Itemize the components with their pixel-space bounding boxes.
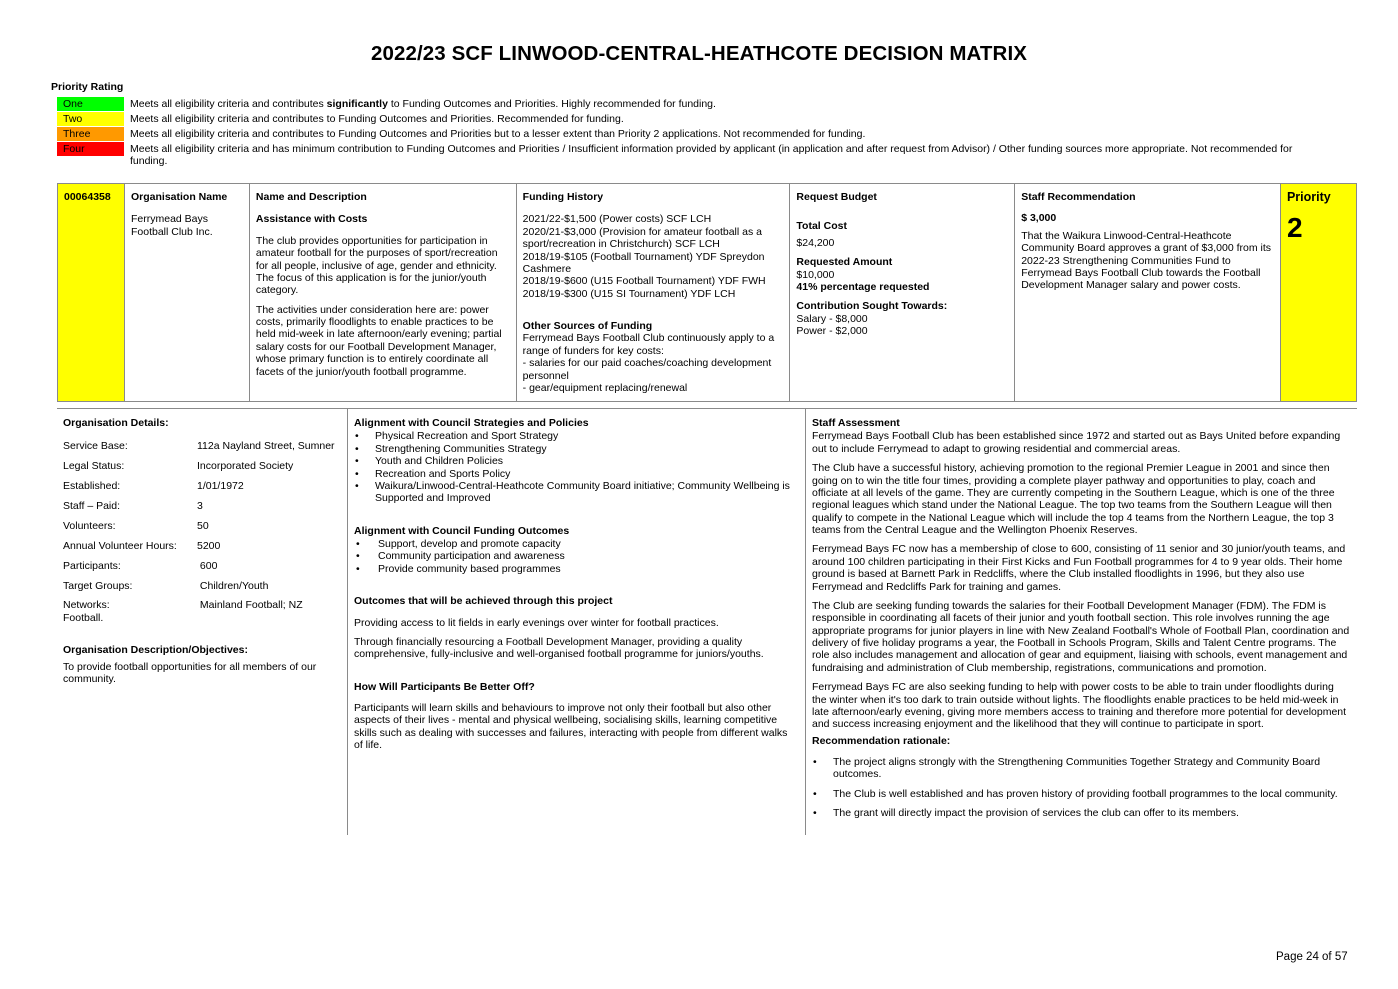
list-item: • Community participation and awareness [354, 550, 799, 562]
project-name: Assistance with Costs [255, 213, 368, 226]
detail-row-staff-paid: Staff – Paid: 3 [63, 500, 203, 512]
legend-row-two [57, 112, 1327, 126]
description-header: Name and Description [255, 191, 367, 203]
contribution-sought-item: Salary - $8,000 [796, 312, 868, 325]
organisation-details-column [57, 409, 348, 835]
funding-history-header: Funding History [522, 191, 604, 203]
strategies-list [354, 430, 799, 504]
rationale-header: Recommendation rationale: [812, 734, 951, 747]
requested-amount-value: $10,000 [796, 268, 835, 281]
organisation-cell [124, 184, 249, 402]
strategies-header: Alignment with Council Strategies and Policies [354, 417, 589, 429]
assessment-paragraph: Ferrymead Bays FC are also seeking funding to help with power costs to be able to train under floodlights during the winter when it's too dark to train outside without lights. The floodlights enable practices to be held mid-week in late afternoon/early evening, giving more members access to training and therefore more potential for development and success increasing enjoyment and the likelihood that they will continue to participate in sport. [812, 681, 1347, 731]
list-item: • Recreation and Sports Policy [354, 468, 799, 480]
request-budget-cell [790, 184, 1015, 402]
description-paragraph-1: The club provides opportunities for participation in amateur football for the purposes of sport/recreation for all people, inclusive of age, gender and ethnicity. The focus of this application is for the junior/youth category. [255, 234, 498, 297]
detail-row-service-base: Service Base: 112a Nayland Street, Sumner [63, 440, 335, 453]
application-id: 00064358 [64, 191, 111, 203]
better-off-text: Participants will learn skills and behaviours to improve not only their football but also other aspects of their lives - mental and physical wellbeing, socialising skills, learning competitive skills such as dealing with successes and failures, interacting with people from different walks of life. [354, 702, 788, 752]
networks-continued: Football. [63, 611, 104, 624]
assessment-paragraph: Ferrymead Bays FC now has a membership of close to 600, consisting of 11 senior and 30 junior/youth teams, and around 100 children participating in their First Kicks and Fun Football programmes for 4 to 9 year olds. Their home ground is based at Barnett Park in Redcliffs, where the Club installed floodlights in 1996, but they also use Ferrymead and Redcliffs Park for training and games. [812, 543, 1346, 593]
legend-text-three: Meets all eligibility criteria and contributes to Funding Outcomes and Priorities but to a lesser extent than Priority 2 applications. Not recommended for funding. [130, 128, 866, 140]
organisation-name: Ferrymead Bays Football Club Inc. [130, 213, 213, 238]
funding-history-item: 2020/21-$3,000 (Provision for amateur football as a sport/recreation in Christchurch) SCF LCH [522, 225, 762, 251]
organisation-details-header: Organisation Details: [63, 417, 169, 429]
detail-row-volunteer-hours: Annual Volunteer Hours: 5200 [63, 539, 221, 552]
staff-assessment-column [806, 409, 1357, 835]
list-item: • Support, develop and promote capacity [354, 538, 799, 550]
detail-row-legal-status: Legal Status: Incorporated Society [63, 460, 294, 473]
objectives-header: Organisation Description/Objectives: [63, 644, 248, 657]
percentage-requested: 41% percentage requested [796, 280, 930, 293]
organisation-header: Organisation Name [130, 191, 228, 203]
list-item: • Physical Recreation and Sport Strategy [354, 430, 799, 442]
priority-swatch-two: Two [57, 112, 124, 126]
assessment-paragraph: The Club have a successful history, achieving promotion to the regional Premier League in 2001 and since then going on to win the title four times, providing a complete player pathway and opportunities to play, coach and officiate at all levels of the game. They are currently competing in the Southern League, which is one of the three regional leagues which stand under the National League. The top two teams from the Southern League will then qualify to compete in the National League which will include the top 4 teams from the Northern League, the top 3 teams from the Central League and the Wellington Phoenix Reserves. [812, 462, 1335, 536]
rationale-list [812, 756, 1351, 820]
legend-row-one [57, 97, 1327, 111]
contribution-sought-item: Power - $2,000 [796, 325, 868, 337]
staff-assessment-header: Staff Assessment [812, 417, 900, 429]
details-section [57, 408, 1357, 835]
alignment-column [348, 409, 806, 835]
detail-row-participants: Participants: 600 [63, 559, 218, 572]
detail-row-established: Established: 1/01/1972 [63, 480, 244, 493]
other-sources-header: Other Sources of Funding [522, 320, 653, 332]
assessment-paragraph: The Club are seeking funding towards the salaries for their Football Development Manager (FDM). The FDM is responsible in coordinating all facets of their junior and youth football section. This role involves running the age appropriate programs for junior players in line with New Zealand Football's Whole of Football Plan, coordination and delivery of five holiday programs a year, the Football in Schools Program, Skills and Talent Centre programs. The role also includes management and allocation of gear and equipment, liaising with schools, event management and fundraising and administration of Club membership, registrations, communications and promotion. [812, 599, 1350, 674]
funding-outcomes-list [354, 538, 799, 575]
outcomes-achieved-header: Outcomes that will be achieved through this project [354, 595, 613, 608]
outcomes-achieved-item: Through financially resourcing a Football Development Manager, providing a quality comprehensive, fully-inclusive and well-organised football programme for juniors/youths. [354, 635, 764, 661]
legend-row-three [57, 127, 1327, 141]
priority-rating-label: Priority Rating [51, 81, 124, 93]
legend-row-four [57, 142, 1327, 167]
funding-history-item: 2018/19-$600 (U15 Football Tournament) YDF FWH [522, 275, 766, 288]
application-id-cell [58, 184, 125, 402]
requested-amount-label: Requested Amount [796, 256, 893, 269]
legend-text-four: Meets all eligibility criteria and has minimum contribution to Funding Outcomes and Priorities / Insufficient information provided by applicant (in application and after request from Advisor) / Other funding sources more appropriate. Not recommended for funding. [130, 143, 1293, 167]
priority-header: Priority [1286, 190, 1331, 204]
recommendation-text: That the Waikura Linwood-Central-Heathcote Community Board approves a grant of $3,000 from its 2022-23 Strengthening Communities Fund to Ferrymead Bays Football Club towards the Football Development Manager salary and power costs. [1021, 229, 1271, 292]
better-off-header: How Will Participants Be Better Off? [354, 680, 535, 693]
legend-text-one: Meets all eligibility criteria and contributes significantly to Funding Outcomes and Priorities. Highly recommended for funding. [130, 98, 716, 110]
priority-swatch-one: One [57, 97, 124, 111]
assessment-paragraph: Ferrymead Bays Football Club has been established since 1972 and started out as Bays United before expanding out to include Ferrymead to adapt to growing residential and commercial areas. [812, 430, 1341, 455]
outcomes-achieved-item: Providing access to lit fields in early evenings over winter for football practices. [354, 616, 719, 629]
other-sources-item: - salaries for our paid coaches/coaching development personnel [522, 357, 772, 382]
total-cost-label: Total Cost [796, 220, 847, 233]
objectives-text: To provide football opportunities for all members of our community. [63, 660, 317, 685]
list-item: • Strengthening Communities Strategy [354, 443, 799, 455]
total-cost-value: $24,200 [796, 236, 835, 249]
contribution-sought-label: Contribution Sought Towards: [796, 300, 948, 313]
list-item: • The project aligns strongly with the Strengthening Communities Together Strategy and Community Board outcomes. [812, 756, 1351, 781]
page-number: Page 24 of 57 [1276, 951, 1348, 963]
application-matrix [57, 183, 1357, 402]
request-budget-header: Request Budget [796, 191, 877, 203]
priority-cell [1280, 184, 1356, 402]
funding-outcomes-header: Alignment with Council Funding Outcomes [354, 524, 570, 537]
other-sources-item: - gear/equipment replacing/renewal [522, 381, 688, 394]
priority-value: 2 [1286, 211, 1303, 243]
detail-row-volunteers: Volunteers: 50 [63, 519, 209, 532]
list-item: • The grant will directly impact the provision of services the club can offer to its members. [812, 807, 1351, 819]
legend-text-two: Meets all eligibility criteria and contributes to Funding Outcomes and Priorities. Recommended for funding. [130, 113, 624, 125]
list-item: • Youth and Children Policies [354, 455, 799, 467]
other-sources-item: Ferrymead Bays Football Club continuously apply to a range of funders for key costs: [522, 332, 775, 357]
page-title: 2022/23 SCF LINWOOD-CENTRAL-HEATHCOTE DECISION MATRIX [370, 42, 1028, 65]
funding-history-cell [516, 184, 790, 402]
description-cell [249, 184, 516, 402]
priority-legend [57, 97, 1327, 168]
description-paragraph-2: The activities under consideration here are: power costs, primarily floodlights to enable practices to be held mid-week in late afternoon/early evening; partial salary costs for our Football Development Manager, whose primary function is to entirely coordinate all facets of the junior/youth football programme. [255, 303, 502, 378]
priority-swatch-four: Four [57, 142, 124, 156]
funding-history-item: 2018/19-$105 (Football Tournament) YDF Spreydon Cashmere [522, 250, 765, 275]
priority-swatch-three: Three [57, 127, 124, 141]
recommended-amount: $ 3,000 [1021, 212, 1057, 225]
detail-row-networks: Networks: Mainland Football; NZ [63, 599, 303, 612]
list-item: • Waikura/Linwood-Central-Heathcote Community Board initiative; Community Wellbeing is Supported and Improved [354, 480, 799, 505]
list-item: • The Club is well established and has proven history of providing football programmes to the local community. [812, 788, 1351, 800]
staff-recommendation-header: Staff Recommendation [1021, 191, 1136, 203]
funding-history-item: 2021/22-$1,500 (Power costs) SCF LCH [522, 213, 712, 226]
detail-row-target-groups: Target Groups: Children/Youth [63, 579, 269, 592]
list-item: • Provide community based programmes [354, 563, 799, 575]
staff-recommendation-cell [1015, 184, 1281, 402]
funding-history-item: 2018/19-$300 (U15 SI Tournament) YDF LCH [522, 287, 736, 300]
